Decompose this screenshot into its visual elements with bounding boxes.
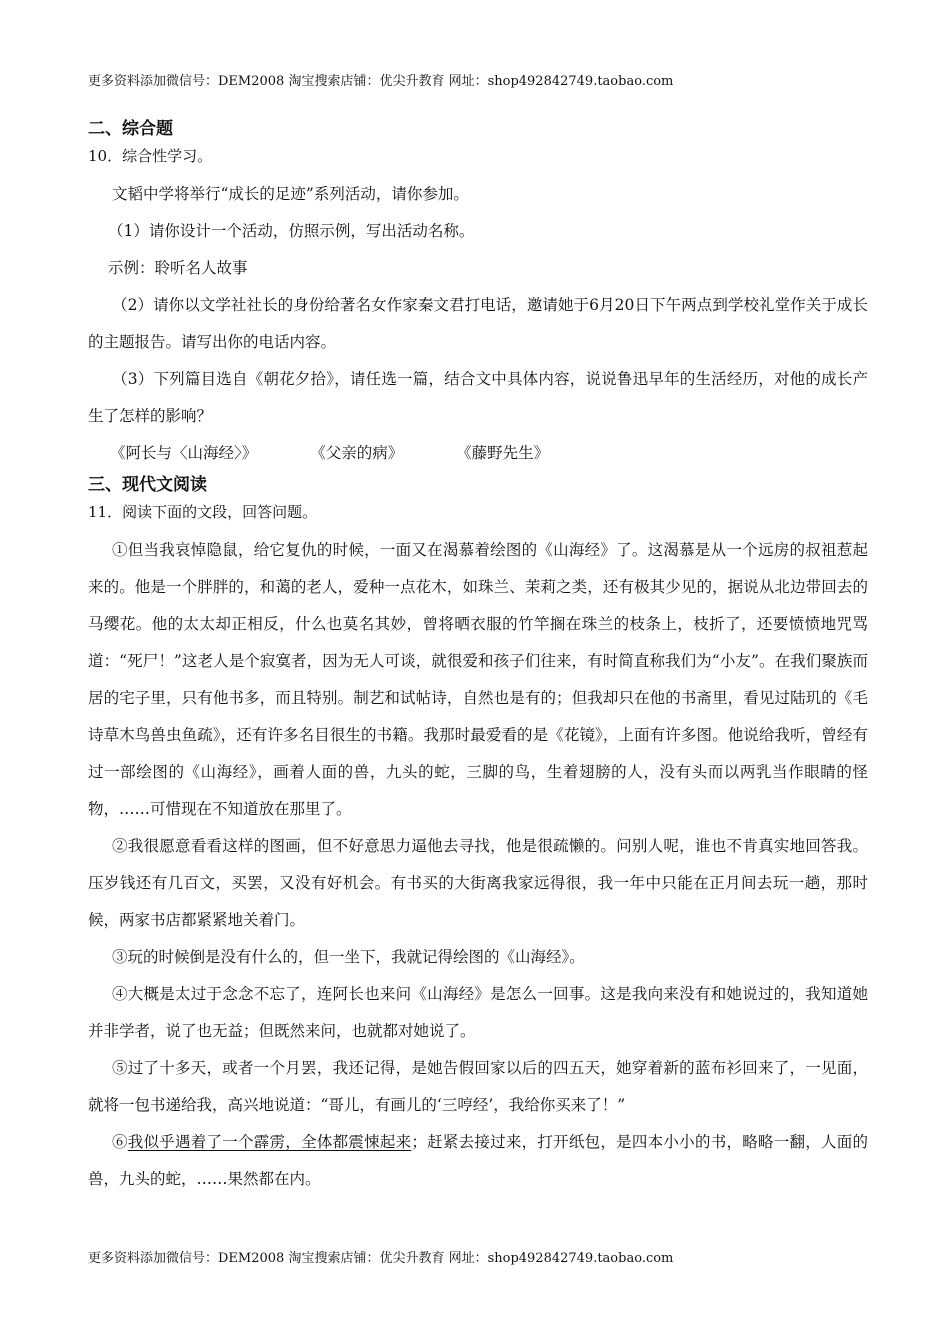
page-header: 更多资料添加微信号：DEM2008 淘宝搜索店铺：优尖升教育 网址：shop492842749.taobao.com: [88, 74, 674, 89]
passage-paragraph-6: [88, 1124, 868, 1198]
question-11-title: 11．阅读下面的文段，回答问题。: [88, 503, 318, 521]
question-10-example: 示例：聆听名人故事: [108, 259, 248, 277]
passage-paragraph-3: ③玩的时候倒是没有什么的，但一坐下，我就记得绘图的《山海经》。: [112, 948, 585, 966]
question-10-sub3: （3）下列篇目选自《朝花夕拾》，请任选一篇，结合文中具体内容，说说鲁迅早年的生活经历，对他的成长产生了怎样的影响？: [88, 370, 868, 425]
question-10-intro: 文韬中学将举行“成长的足迹”系列活动，请你参加。: [112, 185, 469, 203]
underlined-sentence: 我似乎遇着了一个霹雳，全体都震悚起来: [127, 1133, 412, 1151]
book-title: 《父亲的病》: [310, 444, 404, 462]
book-list: [88, 435, 868, 472]
passage-paragraph-4: ④大概是太过于念念不忘了，连阿长也来问《山海经》是怎么一回事。这是我向来没有和她说过的，我知道她并非学者，说了也无益；但既然来问，也就都对她说了。: [88, 985, 868, 1040]
question-10-title: 10．综合性学习。: [88, 147, 213, 165]
book-title: 《藤野先生》: [456, 444, 550, 462]
question-10-sub2: （2）请你以文学社社长的身份给著名女作家秦文君打电话，邀请她于6月20日下午两点到学校礼堂作关于成长的主题报告。请写出你的电话内容。: [88, 296, 868, 351]
page-footer: 更多资料添加微信号：DEM2008 淘宝搜索店铺：优尖升教育 网址：shop492842749.taobao.com: [88, 1251, 674, 1266]
paragraph-text: ；赶紧去接过来，打开纸包，是四本小小的书，略略一翻，人面的兽，九头的蛇，……果然都在内。: [88, 1133, 868, 1188]
section-title-reading: 三、现代文阅读: [88, 475, 207, 495]
paragraph-number: ⑥: [112, 1133, 128, 1151]
book-title: 《阿长与〈山海经〉》: [110, 444, 258, 462]
question-10-sub1: （1）请你设计一个活动，仿照示例，写出活动名称。: [108, 222, 475, 240]
document-body: [88, 116, 868, 1198]
passage-paragraph-2: ②我很愿意看看这样的图画，但不好意思力逼他去寻找，他是很疏懒的。问别人呢，谁也不肯真实地回答我。压岁钱还有几百文，买罢，又没有好机会。有书买的大街离我家远得很，我一年中只能在正月间去玩一趟，那时候，两家书店都紧紧地关着门。: [88, 837, 868, 929]
passage-paragraph-5: ⑤过了十多天，或者一个月罢，我还记得，是她告假回家以后的四五天，她穿着新的蓝布衫回来了，一见面，就将一包书递给我，高兴地说道：“哥儿，有画儿的‘三哼经’，我给你买来了！”: [88, 1059, 868, 1114]
passage-paragraph-1: ①但当我哀悼隐鼠，给它复仇的时候，一面又在渴慕着绘图的《山海经》了。这渴慕是从一个远房的叔祖惹起来的。他是一个胖胖的，和蔼的老人，爱种一点花木，如珠兰、茉莉之类，还有极其少见的，据说从北边带回去的马缨花。他的太太却正相反，什么也莫名其妙，曾将晒衣服的竹竿搁在珠兰的枝条上，枝折了，还要愤愤地咒骂道：“死尸！”这老人是个寂寞者，因为无人可谈，就很爱和孩子们往来，有时简直称我们为“小友”。在我们聚族而居的宅子里，只有他书多，而且特别。制艺和试帖诗，自然也是有的；但我却只在他的书斋里，看见过陆玑的《毛诗草木鸟兽虫鱼疏》，还有许多名目很生的书籍。我那时最爱看的是《花镜》，上面有许多图。他说给我听，曾经有过一部绘图的《山海经》，画着人面的兽，九头的蛇，三脚的鸟，生着翅膀的人，没有头而以两乳当作眼睛的怪物，……可惜现在不知道放在那里了。: [88, 541, 868, 818]
section-title-comprehensive: 二、综合题: [88, 119, 173, 139]
